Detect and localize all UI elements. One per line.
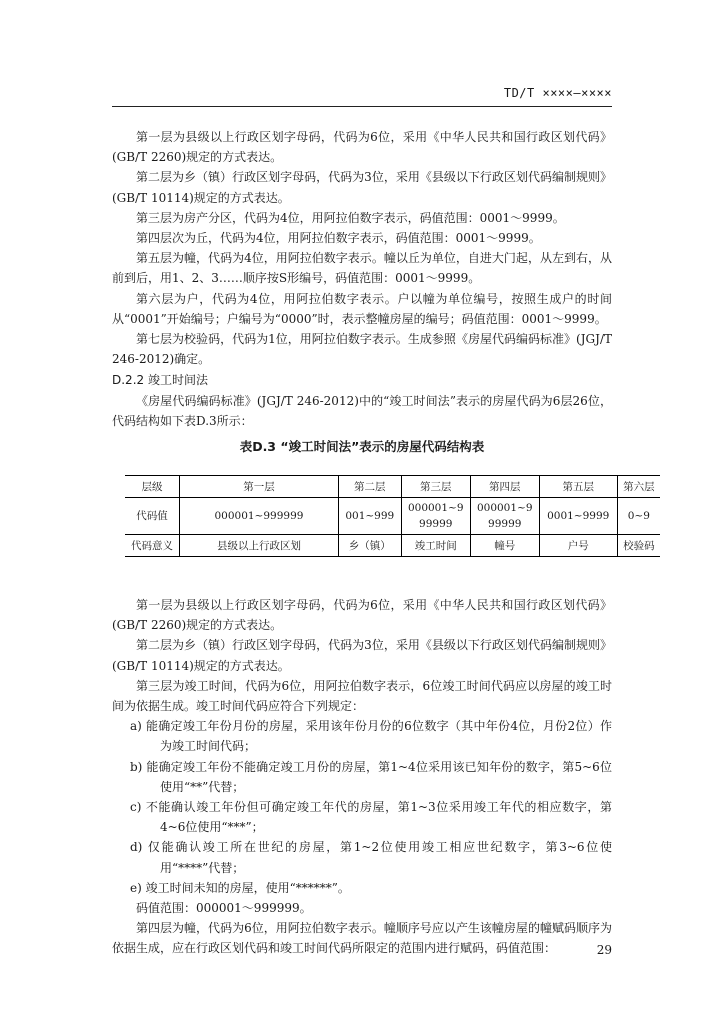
section-part1 — [112, 127, 612, 469]
intro-paragraph: 《房屋代码编码标准》(JGJ/T 246-2012)中的“竣工时间法”表示的房屋代码为6层26位，代码结构如下表D.3所示： — [112, 393, 612, 428]
paragraph-layer1: 第一层为县级以上行政区划字母码，代码为6位，采用《中华人民共和国行政区划代码》(GB/T 2260)规定的方式表达。 — [112, 598, 612, 633]
table-cell: 第一层 — [180, 476, 339, 498]
standard-code-header: TD/T ××××—×××× — [503, 86, 612, 100]
section-part2 — [112, 595, 612, 959]
list-item: c) 不能确认竣工年份但可确定竣工年代的房屋，第1~3位采用竣工年代的相应数字，第4~6位使用“***”； — [130, 800, 612, 835]
paragraph-layer3: 第三层为房产分区，代码为4位，用阿拉伯数字表示，码值范围：0001～9999。 — [136, 210, 565, 225]
paragraph-layer7: 第七层为校验码，代码为1位，用阿拉伯数字表示。生成参照《房屋代码编码标准》(JGJ/T 246-2012)确定。 — [112, 332, 612, 367]
paragraph-layer6: 第六层为户，代码为4位，用阿拉伯数字表示。户以幢为单位编号，按照生成户的时间从“0001”开始编号；户编号为“0000”时，表示整幢房屋的编号；码值范围：0001～9999。 — [112, 291, 612, 326]
table-header-row — [125, 476, 660, 498]
header-rule — [112, 106, 612, 107]
list-item: a) 能确定竣工年份月份的房屋，采用该年份月份的6位数字（其中年份4位，月份2位）作为竣工时间代码； — [130, 719, 612, 754]
paragraph-layer5: 第五层为幢，代码为4位，用阿拉伯数字表示。幢以丘为单位，自进大门起，从左到右，从前到后，用1、2、3……顺序按S形编号，码值范围：0001～9999。 — [112, 251, 612, 286]
paragraph-layer2: 第二层为乡（镇）行政区划字母码，代码为3位，采用《县级以下行政区划代码编制规则》(GB/T 10114)规定的方式表达。 — [112, 638, 612, 673]
paragraph-layer4: 第四层为幢，代码为6位，用阿拉伯数字表示。幢顺序号应以产生该幢房屋的幢赋码顺序为依据生成，应在行政区划代码和竣工时间代码所限定的范围内进行赋码，码值范围： — [112, 921, 612, 956]
table-cell: 0001~9999 — [539, 498, 617, 535]
table-cell: 第三层 — [401, 476, 470, 498]
table-row-meaning — [125, 535, 660, 557]
page-number: 29 — [596, 943, 612, 957]
table-cell: 层级 — [125, 476, 180, 498]
paragraph-layer4: 第四层次为丘，代码为4位，用阿拉伯数字表示，码值范围：0001～9999。 — [136, 231, 541, 246]
table-row-codes — [125, 498, 660, 535]
paragraph-layer3: 第三层为竣工时间，代码为6位，用阿拉伯数字表示，6位竣工时间代码应以房屋的竣工时间为依据生成。竣工时间代码应符合下列规定： — [112, 678, 612, 714]
list-item: d) 仅能确认竣工所在世纪的房屋，第1~2位使用竣工相应世纪数字，第3~6位使用“****”代替； — [130, 840, 612, 875]
table-cell: 000001~999999 — [180, 498, 339, 535]
section-title: D.2.2 竣工时间法 — [112, 373, 208, 388]
table-cell: 竣工时间 — [401, 535, 470, 557]
table-cell: 第四层 — [470, 476, 539, 498]
table-cell: 县级以上行政区划 — [180, 535, 339, 557]
range-note: 码值范围：000001～999999。 — [136, 901, 312, 916]
table-caption: 表D.3 “竣工时间法”表示的房屋代码结构表 — [239, 439, 485, 455]
paragraph-layer2: 第二层为乡（镇）行政区划字母码，代码为3位，采用《县级以下行政区划代码编制规则》(GB/T 10114)规定的方式表达。 — [112, 170, 612, 205]
table-cell: 代码意义 — [125, 535, 180, 557]
list-item: b) 能确定竣工年份不能确定竣工月份的房屋，第1~4位采用该已知年份的数字，第5~6位使用“**”代替； — [130, 759, 612, 794]
list-item: e) 竣工时间未知的房屋，使用“******”。 — [130, 880, 350, 895]
table-cell: 第五层 — [539, 476, 617, 498]
table-cell: 001~999 — [338, 498, 401, 535]
table-cell: 000001~999999 — [470, 498, 539, 535]
table-cell: 第二层 — [338, 476, 401, 498]
table-cell: 幢号 — [470, 535, 539, 557]
table-cell: 户号 — [539, 535, 617, 557]
table-cell: 校验码 — [617, 535, 660, 557]
table-cell: 000001~999999 — [401, 498, 470, 535]
code-structure-table — [125, 475, 660, 557]
table-cell: 第六层 — [617, 476, 660, 498]
table-cell: 0~9 — [617, 498, 660, 535]
table-cell: 乡（镇） — [338, 535, 401, 557]
table-cell: 代码值 — [125, 498, 180, 535]
paragraph-layer1: 第一层为县级以上行政区划字母码，代码为6位，采用《中华人民共和国行政区划代码》(GB/T 2260)规定的方式表达。 — [112, 130, 612, 165]
